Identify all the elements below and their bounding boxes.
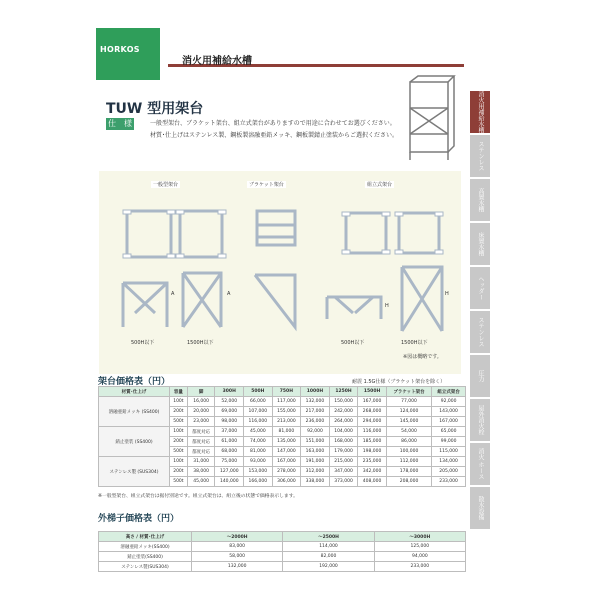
- table-cell: 107,000: [244, 407, 273, 417]
- table-cell: 100t: [170, 457, 188, 467]
- table-cell: 116,000: [244, 417, 273, 427]
- table-cell: 52,000: [215, 397, 244, 407]
- table-cell: 200t: [170, 437, 188, 447]
- table-group: 錆止塗装 (SS400): [99, 427, 170, 457]
- tab-fire-water[interactable]: 消火用補給水槽: [470, 91, 490, 133]
- table-cell: 373,000: [329, 477, 358, 487]
- table-cell: 185,000: [358, 437, 387, 447]
- stand-photo: [400, 74, 458, 170]
- table-row: [99, 552, 466, 562]
- table-cell: 99,000: [432, 437, 466, 447]
- tab-stainless[interactable]: ステンレス: [470, 135, 490, 177]
- table-cell: 75,000: [215, 457, 244, 467]
- table-cell: 236,000: [301, 417, 330, 427]
- price-table-header: 500H: [244, 387, 273, 397]
- table-cell: 233,000: [374, 562, 465, 572]
- table-cell: 306,000: [272, 477, 301, 487]
- table-cell: 342,000: [358, 467, 387, 477]
- table-cell: 68,000: [215, 447, 244, 457]
- table-cell: 20,000: [187, 407, 215, 417]
- table-cell: 45,000: [244, 427, 273, 437]
- table-cell: 500t: [170, 447, 188, 457]
- table-cell: 100t: [170, 397, 188, 407]
- table-cell: 500t: [170, 477, 188, 487]
- price-table-header: 材質･仕上げ: [99, 387, 170, 397]
- table-cell: 69,000: [215, 407, 244, 417]
- price-table-header: 組立式架台: [432, 387, 466, 397]
- table-cell: 都度対応: [187, 437, 215, 447]
- table-row: [99, 562, 466, 572]
- brand-logo: [96, 28, 160, 80]
- table-cell: 143,000: [432, 407, 466, 417]
- table-cell: 37,000: [215, 427, 244, 437]
- caption-500-assembly: 500H以下: [341, 340, 365, 346]
- table-cell: 167,000: [432, 417, 466, 427]
- table-cell: 83,000: [192, 542, 283, 552]
- table-cell: 205,000: [432, 467, 466, 477]
- table-cell: 153,000: [244, 467, 273, 477]
- table-cell: 92,000: [301, 427, 330, 437]
- table-cell: 268,000: [358, 407, 387, 417]
- table-cell: 150,000: [329, 397, 358, 407]
- table-cell: 167,000: [272, 457, 301, 467]
- ladder-header: ～3000H: [374, 532, 465, 542]
- table-cell: 溶融亜鉛メッキ(SS400): [99, 542, 192, 552]
- table-cell: 115,000: [432, 447, 466, 457]
- tab-floor-tank[interactable]: 床置水槽: [470, 223, 490, 265]
- caption-1500-general: 1500H以下: [187, 340, 214, 346]
- table-cell: 235,000: [358, 457, 387, 467]
- table-cell: 217,000: [301, 407, 330, 417]
- page-heading: TUW 型用架台: [106, 101, 204, 117]
- dim-label-h1: H: [385, 303, 389, 309]
- table-cell: 74,000: [244, 437, 273, 447]
- table-cell: 132,000: [192, 562, 283, 572]
- table-cell: 278,000: [272, 467, 301, 477]
- table-cell: 140,000: [215, 477, 244, 487]
- table-cell: 92,000: [432, 397, 466, 407]
- caption-1500-assembly: 1500H以下: [401, 340, 428, 346]
- table-cell: 125,000: [374, 542, 465, 552]
- table-cell: 312,000: [301, 467, 330, 477]
- description-block: [150, 118, 398, 142]
- table-cell: 192,000: [283, 562, 374, 572]
- tab-sprinkler[interactable]: 散水設備: [470, 487, 490, 529]
- table-cell: 179,000: [329, 447, 358, 457]
- table-cell: 215,000: [329, 457, 358, 467]
- section-title: 消火用補給水槽: [182, 56, 252, 67]
- table-cell: 147,000: [272, 447, 301, 457]
- table-cell: 77,000: [386, 397, 431, 407]
- tab-hose[interactable]: 消火 ホース: [470, 443, 490, 485]
- table-cell: 132,000: [301, 397, 330, 407]
- spec-tag: 仕 様: [108, 119, 132, 128]
- price-table-unit-note: 耐震 1.5G仕様（ブラケット架台を除く）: [352, 379, 446, 385]
- table-cell: 16,000: [187, 397, 215, 407]
- price-table-header: 750H: [272, 387, 301, 397]
- table-cell: 104,000: [329, 427, 358, 437]
- tab-header[interactable]: ヘッダー: [470, 267, 490, 309]
- table-cell: 264,000: [329, 417, 358, 427]
- table-cell: 233,000: [432, 477, 466, 487]
- price-table-header: 容量: [170, 387, 188, 397]
- table-cell: 338,000: [301, 477, 330, 487]
- table-cell: 208,000: [386, 477, 431, 487]
- diagram-label-assembly: 組立式架台: [367, 182, 393, 188]
- table-cell: 168,000: [329, 437, 358, 447]
- table-cell: 163,000: [301, 447, 330, 457]
- table-cell: 213,000: [272, 417, 301, 427]
- stand-photo-frame: [410, 76, 454, 160]
- diagram-note: ※図は概略です。: [403, 354, 442, 360]
- table-cell: 127,000: [215, 467, 244, 477]
- table-cell: 124,000: [386, 407, 431, 417]
- tab-high-tank[interactable]: 高置水槽: [470, 179, 490, 221]
- description-line-1: 一般型架台、ブラケット架台、組立式架台がありますので用途に合わせてお選びください。: [150, 120, 396, 127]
- table-group: 溶融亜鉛メッキ (SS400): [99, 397, 170, 427]
- table-cell: 135,000: [272, 437, 301, 447]
- price-table-header: 300H: [215, 387, 244, 397]
- logo-text: HORKOS: [100, 45, 140, 54]
- table-cell: 94,000: [374, 552, 465, 562]
- table-cell: 54,000: [386, 427, 431, 437]
- ladder-header: 高さ / 材質･仕上げ: [99, 532, 192, 542]
- table-cell: 86,000: [386, 437, 431, 447]
- table-cell: 23,000: [187, 417, 215, 427]
- price-table-header: 1250H: [329, 387, 358, 397]
- table-cell: 31,000: [187, 457, 215, 467]
- table-cell: 116,000: [358, 427, 387, 437]
- table-cell: 242,000: [329, 407, 358, 417]
- table-cell: 45,000: [187, 477, 215, 487]
- ladder-table: [98, 531, 466, 572]
- price-table-header: ブラケット架台: [386, 387, 431, 397]
- table-cell: 145,000: [386, 417, 431, 427]
- table-row: [99, 457, 466, 467]
- description-line-2: 材質･仕上げはステンレス製、鋼板製溶融亜鉛メッキ、鋼板製錆止塗装からご選択ください。: [150, 132, 399, 139]
- tab-hydrant[interactable]: 屋外消火栓: [470, 399, 490, 441]
- table-cell: 58,000: [192, 552, 283, 562]
- diagram-band: [99, 171, 461, 374]
- ladder-header: ～2000H: [192, 532, 283, 542]
- price-table-title: 架台価格表（円）: [98, 377, 171, 387]
- table-cell: 408,000: [358, 477, 387, 487]
- table-cell: 200t: [170, 467, 188, 477]
- table-cell: 198,000: [358, 447, 387, 457]
- table-cell: 347,000: [329, 467, 358, 477]
- dim-label-a2: A: [227, 291, 231, 297]
- ladder-header: ～2500H: [283, 532, 374, 542]
- price-table-header: 脚: [187, 387, 215, 397]
- diagram-label-general: 一般型架台: [153, 182, 179, 188]
- table-cell: 65,000: [432, 427, 466, 437]
- table-cell: 38,000: [187, 467, 215, 477]
- table-cell: 100t: [170, 427, 188, 437]
- price-table-header: 1000H: [301, 387, 330, 397]
- table-cell: 294,000: [358, 417, 387, 427]
- table-cell: 61,000: [215, 437, 244, 447]
- table-cell: 都度対応: [187, 427, 215, 437]
- table-cell: 66,000: [244, 397, 273, 407]
- table-row: [99, 427, 466, 437]
- table-cell: 500t: [170, 417, 188, 427]
- table-cell: 114,000: [283, 542, 374, 552]
- dim-label-h2: H: [445, 291, 449, 297]
- table-cell: 117,000: [272, 397, 301, 407]
- table-cell: 錆止塗装(SS400): [99, 552, 192, 562]
- table-cell: 200t: [170, 407, 188, 417]
- table-cell: 93,000: [244, 457, 273, 467]
- dim-label-a1: A: [171, 291, 175, 297]
- table-row: [99, 397, 466, 407]
- table-cell: 82,000: [283, 552, 374, 562]
- caption-500-general: 500H以下: [131, 340, 155, 346]
- price-table: [98, 386, 466, 487]
- price-table-header: 1500H: [358, 387, 387, 397]
- table-cell: 都度対応: [187, 447, 215, 457]
- tab-stainless-2[interactable]: ステンレス: [470, 311, 490, 353]
- table-cell: 81,000: [244, 447, 273, 457]
- table-group: ステンレス製 (SUS304): [99, 457, 170, 487]
- price-table-footer-note: ※一般型架台、組立式架台は据付別途です。組立式架台は、組立後の状態で価格表示します。: [98, 494, 298, 499]
- table-cell: 134,000: [432, 457, 466, 467]
- table-cell: ステンレス製(SUS304): [99, 562, 192, 572]
- tab-pressure[interactable]: 圧力: [470, 355, 490, 397]
- table-cell: 151,000: [301, 437, 330, 447]
- table-cell: 81,000: [272, 427, 301, 437]
- table-cell: 178,000: [386, 467, 431, 477]
- table-cell: 98,000: [215, 417, 244, 427]
- diagram-label-bracket: ブラケット架台: [249, 182, 284, 188]
- logo-block: [96, 28, 160, 80]
- table-cell: 166,000: [244, 477, 273, 487]
- table-cell: 155,000: [272, 407, 301, 417]
- table-cell: 100,000: [386, 447, 431, 457]
- table-cell: 191,000: [301, 457, 330, 467]
- table-cell: 112,000: [386, 457, 431, 467]
- table-cell: 167,000: [358, 397, 387, 407]
- ladder-table-title: 外梯子価格表（円）: [98, 514, 180, 524]
- table-row: [99, 542, 466, 552]
